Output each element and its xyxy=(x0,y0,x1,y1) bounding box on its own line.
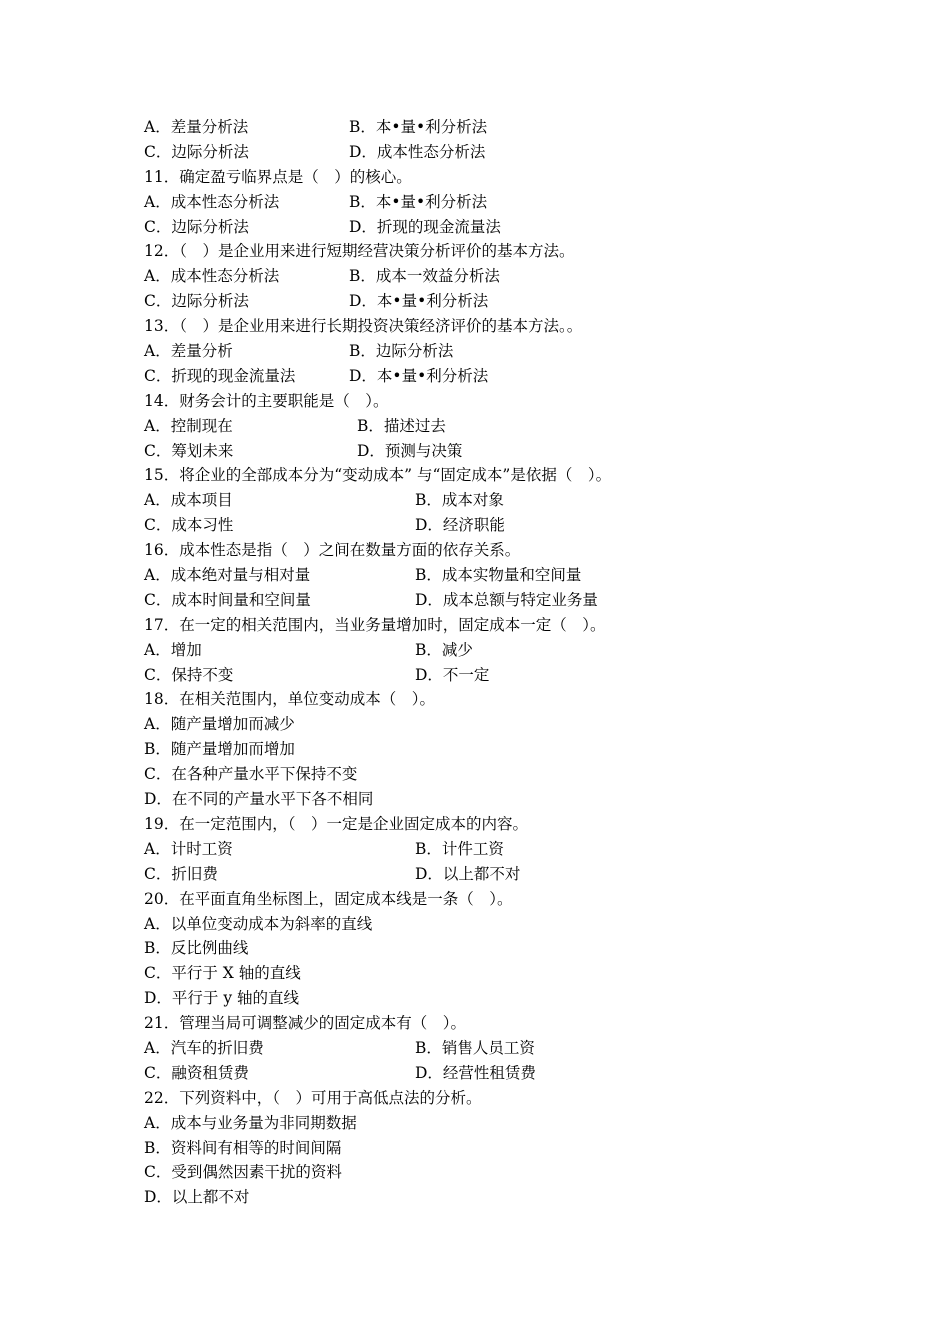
option-right: D．以上都不对 xyxy=(415,864,521,883)
option-row xyxy=(144,663,844,688)
option-right: D．本•量•利分析法 xyxy=(349,292,489,311)
text-line: 19．在一定范围内，（ ）一定是企业固定成本的内容。 xyxy=(144,814,528,833)
text-line: A．成本与业务量为非同期数据 xyxy=(144,1113,357,1132)
option-row xyxy=(144,588,844,613)
text-line: 18．在相关范围内，单位变动成本（ ）。 xyxy=(144,690,435,709)
option-row xyxy=(144,488,844,513)
option-left: C．边际分析法 xyxy=(144,142,249,161)
text-line: 21．管理当局可调整减少的固定成本有（ ）。 xyxy=(144,1014,466,1033)
option-row xyxy=(144,264,844,289)
option-right: D．经济职能 xyxy=(415,516,505,535)
text-line: C．在各种产量水平下保持不变 xyxy=(144,765,358,784)
text-line: 14．财务会计的主要职能是（ ）。 xyxy=(144,391,389,410)
option-row xyxy=(144,837,844,862)
option-row xyxy=(144,140,844,165)
text-line: 11．确定盈亏临界点是（ ）的核心。 xyxy=(144,167,412,186)
option-left: A．计时工资 xyxy=(144,839,233,858)
text-line: A．以单位变动成本为斜率的直线 xyxy=(144,914,373,933)
option-left: C．折现的现金流量法 xyxy=(144,366,296,385)
option-row xyxy=(144,439,844,464)
option-row xyxy=(144,638,844,663)
option-row xyxy=(144,563,844,588)
option-left: C．保持不变 xyxy=(144,665,234,684)
text-line: C．受到偶然因素干扰的资料 xyxy=(144,1163,342,1182)
option-left: C．折旧费 xyxy=(144,864,218,883)
option-left: C．边际分析法 xyxy=(144,217,249,236)
text-line: B．随产量增加而增加 xyxy=(144,740,295,759)
option-right: D．折现的现金流量法 xyxy=(349,217,501,236)
option-right: B．计件工资 xyxy=(415,839,504,858)
option-left: C．筹划未来 xyxy=(144,441,234,460)
option-row xyxy=(144,190,844,215)
option-right: B．减少 xyxy=(415,640,473,659)
option-row xyxy=(144,1036,844,1061)
text-line: 17．在一定的相关范围内，当业务量增加时，固定成本一定（ ）。 xyxy=(144,615,606,634)
option-row xyxy=(144,862,844,887)
option-left: C．融资租赁费 xyxy=(144,1063,249,1082)
option-left: A．汽车的折旧费 xyxy=(144,1038,264,1057)
text-line: 22．下列资料中，（ ）可用于高低点法的分析。 xyxy=(144,1088,482,1107)
option-right: B．成本一效益分析法 xyxy=(349,267,500,286)
option-left: A．成本性态分析法 xyxy=(144,267,280,286)
document-page xyxy=(144,115,844,1210)
text-line: A．随产量增加而减少 xyxy=(144,715,295,734)
text-line: D．以上都不对 xyxy=(144,1188,250,1207)
option-right: B．成本实物量和空间量 xyxy=(415,566,582,585)
option-right: D．成本总额与特定业务量 xyxy=(415,590,598,609)
option-right: D．本•量•利分析法 xyxy=(349,366,489,385)
option-right: B．成本对象 xyxy=(415,491,504,510)
option-row xyxy=(144,215,844,240)
option-row xyxy=(144,513,844,538)
text-line: B．反比例曲线 xyxy=(144,939,249,958)
option-row xyxy=(144,364,844,389)
option-row xyxy=(144,289,844,314)
option-left: A．差量分析 xyxy=(144,342,233,361)
option-left: C．成本习性 xyxy=(144,516,234,535)
text-line: 12．（ ）是企业用来进行短期经营决策分析评价的基本方法。 xyxy=(144,242,575,261)
option-left: C．成本时间量和空间量 xyxy=(144,590,311,609)
text-line: 20．在平面直角坐标图上，固定成本线是一条（ ）。 xyxy=(144,889,513,908)
text-line: 16．成本性态是指（ ）之间在数量方面的依存关系。 xyxy=(144,541,521,560)
option-left: C．边际分析法 xyxy=(144,292,249,311)
option-right: B．本•量•利分析法 xyxy=(349,118,488,136)
option-left: A．成本性态分析法 xyxy=(144,192,280,211)
option-right: B．边际分析法 xyxy=(349,342,454,361)
option-left: A．控制现在 xyxy=(144,416,233,435)
option-left: A．差量分析法 xyxy=(144,118,249,136)
option-row xyxy=(144,414,844,439)
option-row xyxy=(144,1061,844,1086)
option-right: D．成本性态分析法 xyxy=(349,142,486,161)
text-line: C．平行于 X 轴的直线 xyxy=(144,964,301,983)
option-right: D．不一定 xyxy=(415,665,490,684)
option-right: B．本•量•利分析法 xyxy=(349,192,488,211)
text-line: D．在不同的产量水平下各不相同 xyxy=(144,790,374,809)
option-right: D．预测与决策 xyxy=(357,441,463,460)
option-right: D．经营性租赁费 xyxy=(415,1063,536,1082)
option-left: A．成本绝对量与相对量 xyxy=(144,566,311,585)
option-left: A．成本项目 xyxy=(144,491,233,510)
text-line: 13．（ ）是企业用来进行长期投资决策经济评价的基本方法。。 xyxy=(144,317,583,336)
option-right: B．描述过去 xyxy=(357,416,446,435)
option-row xyxy=(144,339,844,364)
option-left: A．增加 xyxy=(144,640,202,659)
text-line: 15．将企业的全部成本分为“变动成本” 与“固定成本”是依据（ ）。 xyxy=(144,466,612,485)
option-row xyxy=(144,115,844,140)
option-right: B．销售人员工资 xyxy=(415,1038,535,1057)
text-line: D．平行于 y 轴的直线 xyxy=(144,989,300,1008)
text-line: B．资料间有相等的时间间隔 xyxy=(144,1138,342,1157)
